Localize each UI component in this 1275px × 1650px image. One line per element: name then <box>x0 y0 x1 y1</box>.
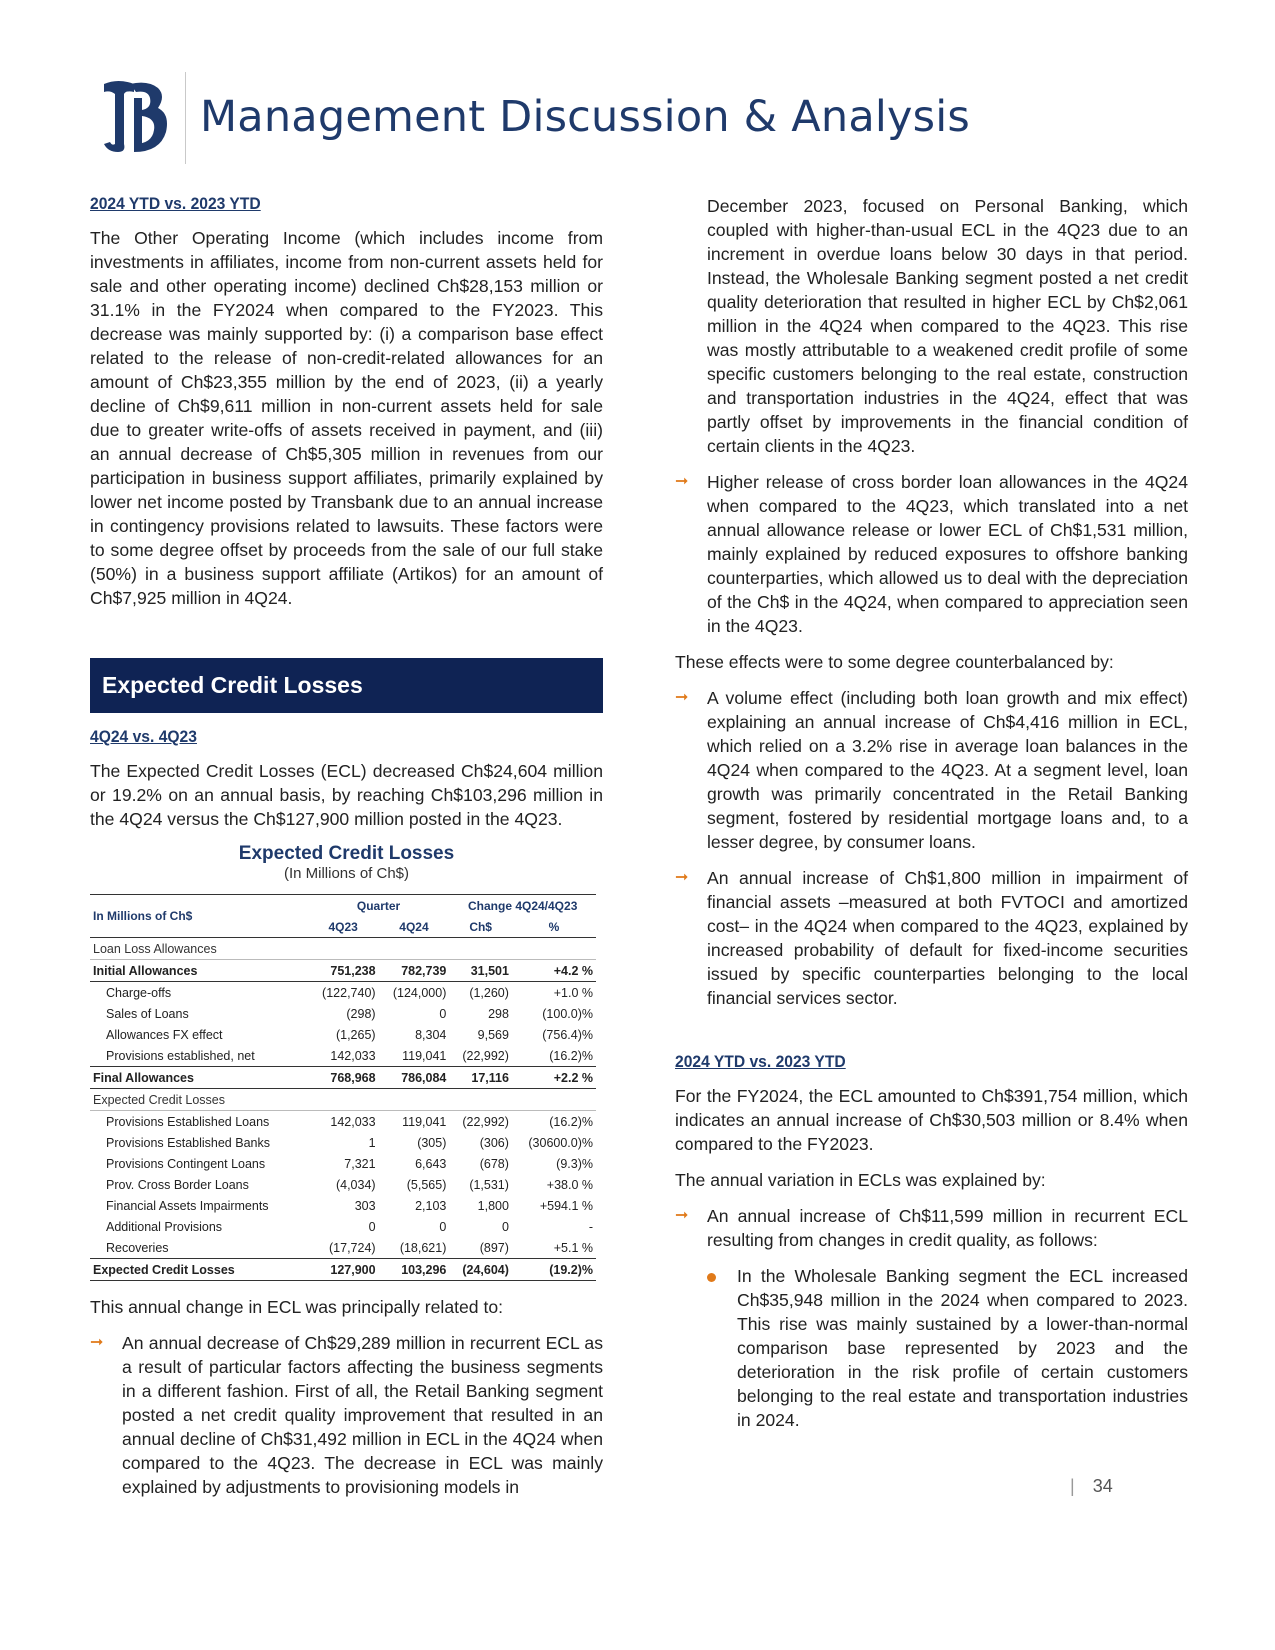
table-row <box>90 1045 596 1067</box>
cell-v2: 8,304 <box>415 1027 447 1042</box>
cell-v3: (22,992) <box>462 1048 509 1063</box>
cell-v1 <box>308 1089 379 1111</box>
row-label: Recoveries <box>106 1240 169 1255</box>
table-subtitle: (In Millions of Ch$) <box>283 865 410 882</box>
header-pct: % <box>512 916 596 938</box>
cell-v4: +4.2 % <box>512 960 596 982</box>
left-column <box>90 194 603 1511</box>
bullet-list-left <box>90 1331 603 1499</box>
paragraph-counterbalanced: These effects were to some degree counterbalanced by: <box>675 652 1114 672</box>
cell-v4 <box>512 938 596 960</box>
table-row <box>90 1216 596 1237</box>
cell-v4: (16.2)% <box>549 1114 593 1129</box>
cell-v4: (756.4)% <box>542 1027 593 1042</box>
header-quarter: Quarter <box>308 895 450 917</box>
cell-v2: (305) <box>417 1135 447 1150</box>
row-label: Provisions established, net <box>106 1048 255 1063</box>
list-item <box>675 470 1188 638</box>
cell-v4: (19.2)% <box>512 1259 596 1281</box>
cell-v1: 303 <box>354 1198 376 1213</box>
logo-emblem-icon <box>100 78 172 156</box>
bullet-text: An annual increase of Ch$11,599 million in recurrent ECL resulting from changes in credit quality, as follows: <box>707 1206 1188 1250</box>
bullet-list-counter <box>675 686 1188 1010</box>
page-number-value: 34 <box>1092 1476 1113 1496</box>
subheading-4q24: 4Q24 vs. 4Q23 <box>90 727 197 746</box>
cell-v2: 2,103 <box>415 1198 447 1213</box>
paragraph-fy2024-ecl: For the FY2024, the ECL amounted to Ch$391,754 million, which indicates an annual increase of Ch$30,503 million or 8.4% when compared to the FY2023. <box>675 1086 1188 1154</box>
ecl-table <box>90 894 596 1281</box>
table-row <box>90 960 596 982</box>
table-row <box>90 1132 596 1153</box>
cell-v4: (100.0)% <box>542 1006 593 1021</box>
header-4q24: 4Q24 <box>379 916 450 938</box>
cell-v3: 31,501 <box>449 960 512 982</box>
cell-v2: 0 <box>439 1006 447 1021</box>
arrow-bullet-icon: ➞ <box>90 1334 104 1351</box>
cell-v1: 142,033 <box>330 1114 376 1129</box>
subheading-ytd-ecl: 2024 YTD vs. 2023 YTD <box>675 1052 846 1071</box>
cell-v4: (9.3)% <box>556 1156 593 1171</box>
row-label: Loan Loss Allowances <box>90 938 308 960</box>
paragraph-ecl-summary: The Expected Credit Losses (ECL) decreased Ch$24,604 million or 19.2% on an annual basis, by reaching Ch$103,296 million in the 4Q24 versus the Ch$127,900 million posted in the 4Q23. <box>90 761 603 829</box>
cell-v3: (306) <box>479 1135 509 1150</box>
cell-v4: +2.2 % <box>512 1067 596 1089</box>
cell-v2: (124,000) <box>392 985 447 1000</box>
cell-v1: (17,724) <box>329 1240 376 1255</box>
cell-v1: (1,265) <box>335 1027 376 1042</box>
paragraph-annual-variation: The annual variation in ECLs was explained by: <box>675 1170 1046 1190</box>
row-label: Sales of Loans <box>106 1006 189 1021</box>
cell-v2: 782,739 <box>379 960 450 982</box>
page-title: Management Discussion & Analysis <box>200 92 971 142</box>
dot-bullet-icon <box>707 1273 716 1282</box>
row-label: Final Allowances <box>90 1067 308 1089</box>
bullet-text: An annual increase of Ch$1,800 million in impairment of financial assets –measured at both FVTOCI and amortized cost– in the 4Q24 when compared to the 4Q23, explained by increased probability of default for fixed-income securities issued by specific counterparties belonging to the local financial services sector. <box>707 868 1188 1008</box>
row-label: Expected Credit Losses <box>90 1089 308 1111</box>
cell-v3 <box>449 1089 512 1111</box>
table-row <box>90 1259 596 1281</box>
cell-v2: 119,041 <box>402 1114 447 1129</box>
cell-v1 <box>308 938 379 960</box>
header-chs: Ch$ <box>449 916 512 938</box>
cell-v1: 768,968 <box>308 1067 379 1089</box>
row-label: Initial Allowances <box>90 960 308 982</box>
table-row <box>90 982 596 1004</box>
bullet-text: An annual decrease of Ch$29,289 million in recurrent ECL as a result of particular factors affecting the business segments in a different fashion. First of all, the Retail Banking segment posted a net credit quality improvement that resulted in an annual decline of Ch$31,492 million in ECL in the 4Q24 when compared to the 4Q23. The decrease in ECL was mainly explained by adjustments to provisioning models in <box>122 1333 603 1497</box>
list-item <box>707 1264 1188 1432</box>
cell-v3: (1,260) <box>469 985 509 1000</box>
cell-v4: - <box>588 1219 593 1234</box>
table-row <box>90 1237 596 1259</box>
bullet-text: In the Wholesale Banking segment the ECL increased Ch$35,948 million in the 2024 when compared to 2023. This rise was mainly sustained by a lower-than-normal comparison base represented by 2023 and the deterioration in the risk profile of certain customers belonging to the real estate and transportation industries in 2024. <box>737 1266 1188 1430</box>
cell-v2: 786,084 <box>379 1067 450 1089</box>
cell-v1: 0 <box>368 1219 376 1234</box>
subheading-ytd: 2024 YTD vs. 2023 YTD <box>90 194 261 213</box>
footer-divider: | <box>1070 1476 1075 1496</box>
bullet-text: December 2023, focused on Personal Banking, which coupled with higher-than-usual ECL in the 4Q23 due to an increment in overdue loans below 30 days in that period. Instead, the Wholesale Banking segment posted a net credit quality deterioration that resulted in higher ECL by Ch$2,061 million in the 4Q24 when compared to the 4Q23. This rise was mostly attributable to a weakened credit profile of some specific customers belonging to the real estate, construction and transportation industries in the 4Q24, effect that was partly offset by improvements in the financial condition of certain clients in the 4Q23. <box>707 196 1188 456</box>
row-label: Provisions Established Banks <box>106 1135 270 1150</box>
cell-v3: (22,992) <box>462 1114 509 1129</box>
row-label: Provisions Contingent Loans <box>106 1156 266 1171</box>
row-label: Provisions Established Loans <box>106 1114 270 1129</box>
table-row <box>90 1024 596 1045</box>
cell-v4: +38.0 % <box>546 1177 593 1192</box>
cell-v3: (897) <box>479 1240 509 1255</box>
dot-list-wholesale <box>675 1264 1188 1432</box>
cell-v1: 127,900 <box>308 1259 379 1281</box>
cell-v3: 17,116 <box>449 1067 512 1089</box>
cell-v4: +5.1 % <box>553 1240 593 1255</box>
cell-v1: 7,321 <box>344 1156 376 1171</box>
list-item <box>675 686 1188 854</box>
cell-v4: +594.1 % <box>539 1198 593 1213</box>
table-header-row <box>90 895 596 917</box>
row-label: Prov. Cross Border Loans <box>106 1177 249 1192</box>
row-label: Financial Assets Impairments <box>106 1198 269 1213</box>
row-label: Additional Provisions <box>106 1219 223 1234</box>
arrow-bullet-icon: ➞ <box>675 689 689 706</box>
cell-v1: 142,033 <box>330 1048 376 1063</box>
cell-v2: (18,621) <box>399 1240 447 1255</box>
table-row <box>90 1067 596 1089</box>
cell-v1: 751,238 <box>308 960 379 982</box>
cell-v3: 1,800 <box>477 1198 509 1213</box>
arrow-bullet-icon: ➞ <box>675 473 689 490</box>
table-row <box>90 1174 596 1195</box>
cell-v1: (122,740) <box>322 985 376 1000</box>
header-label: In Millions of Ch$ <box>90 895 308 938</box>
arrow-bullet-icon: ➞ <box>675 869 689 886</box>
cell-v1: 1 <box>368 1135 376 1150</box>
cell-v1: (4,034) <box>335 1177 376 1192</box>
list-item <box>675 194 1188 458</box>
list-item <box>675 1204 1188 1252</box>
cell-v4: +1.0 % <box>553 985 593 1000</box>
row-label: Charge-offs <box>106 985 172 1000</box>
bullet-text: Higher release of cross border loan allowances in the 4Q24 when compared to the 4Q23, which translated into a net annual allowance release or lower ECL of Ch$1,531 million, mainly explained by reduced exposures to offshore banking counterparties, which allowed us to deal with the depreciation of the Ch$ in the 4Q24, when compared to appreciation seen in the 4Q23. <box>707 472 1188 636</box>
table-row <box>90 1195 596 1216</box>
cell-v2: 0 <box>439 1219 447 1234</box>
cell-v3: (24,604) <box>449 1259 512 1281</box>
cell-v2: (5,565) <box>406 1177 447 1192</box>
cell-v3: (1,531) <box>469 1177 509 1192</box>
cell-v4: (16.2)% <box>549 1048 593 1063</box>
cell-v3: 298 <box>488 1006 509 1021</box>
header-change: Change 4Q24/4Q23 <box>449 895 596 917</box>
bullet-list-right-continued <box>675 194 1188 638</box>
cell-v3: (678) <box>479 1156 509 1171</box>
table-row <box>90 1089 596 1111</box>
cell-v2: 103,296 <box>379 1259 450 1281</box>
cell-v4 <box>512 1089 596 1111</box>
table-row <box>90 1153 596 1174</box>
row-label: Expected Credit Losses <box>90 1259 308 1281</box>
cell-v1: (298) <box>346 1006 376 1021</box>
cell-v2: 119,041 <box>402 1048 447 1063</box>
right-column <box>675 194 1188 1444</box>
cell-v3: 0 <box>501 1219 509 1234</box>
header-4q23: 4Q23 <box>308 916 379 938</box>
table-row <box>90 1003 596 1024</box>
company-logo <box>100 78 172 156</box>
table-row <box>90 1111 596 1133</box>
cell-v3: 9,569 <box>477 1027 509 1042</box>
paragraph-annual-change: This annual change in ECL was principally related to: <box>90 1297 504 1317</box>
logo-separator <box>185 72 186 164</box>
list-item <box>675 866 1188 1010</box>
page-number <box>1070 1476 1113 1497</box>
cell-v3 <box>449 938 512 960</box>
cell-v2 <box>379 1089 450 1111</box>
section-header-ecl: Expected Credit Losses <box>90 658 603 713</box>
cell-v2: 6,643 <box>415 1156 447 1171</box>
bullet-list-variation <box>675 1204 1188 1252</box>
table-row <box>90 938 596 960</box>
paragraph-other-operating-income: The Other Operating Income (which includes income from investments in affiliates, income from non-current assets held for sale and other operating income) declined Ch$28,153 million or 31.1% in the FY2024 when compared to the FY2023. This decrease was mainly supported by: (i) a comparison base effect related to the release of non-credit-related allowances for an amount of Ch$23,355 million by the end of 2023, (ii) a yearly decline of Ch$9,611 million in non-current assets held for sale due to greater write-offs of assets received in payment, and (iii) an annual decrease of Ch$5,305 million in revenues from our participation in business support affiliates, primarily explained by lower net income posted by Transbank due to an annual increase in contingency provisions related to lawsuits. These factors were to some degree offset by proceeds from the sale of our full stake (50%) in a business support affiliate (Artikos) for an amount of Ch$7,925 million in 4Q24. <box>90 228 603 608</box>
cell-v2 <box>379 938 450 960</box>
cell-v4: (30600.0)% <box>528 1135 593 1150</box>
list-item <box>90 1331 603 1499</box>
arrow-bullet-icon: ➞ <box>675 1207 689 1224</box>
bullet-text: A volume effect (including both loan growth and mix effect) explaining an annual increase of Ch$4,416 million in ECL, which relied on a 3.2% rise in average loan balances in the 4Q24 when compared to the 4Q23. At a segment level, loan growth was primarily concentrated in the Retail Banking segment, fostered by residential mortgage loans and, to a lesser degree, by consumer loans. <box>707 688 1188 852</box>
row-label: Allowances FX effect <box>106 1027 223 1042</box>
table-title: Expected Credit Losses <box>238 843 455 864</box>
